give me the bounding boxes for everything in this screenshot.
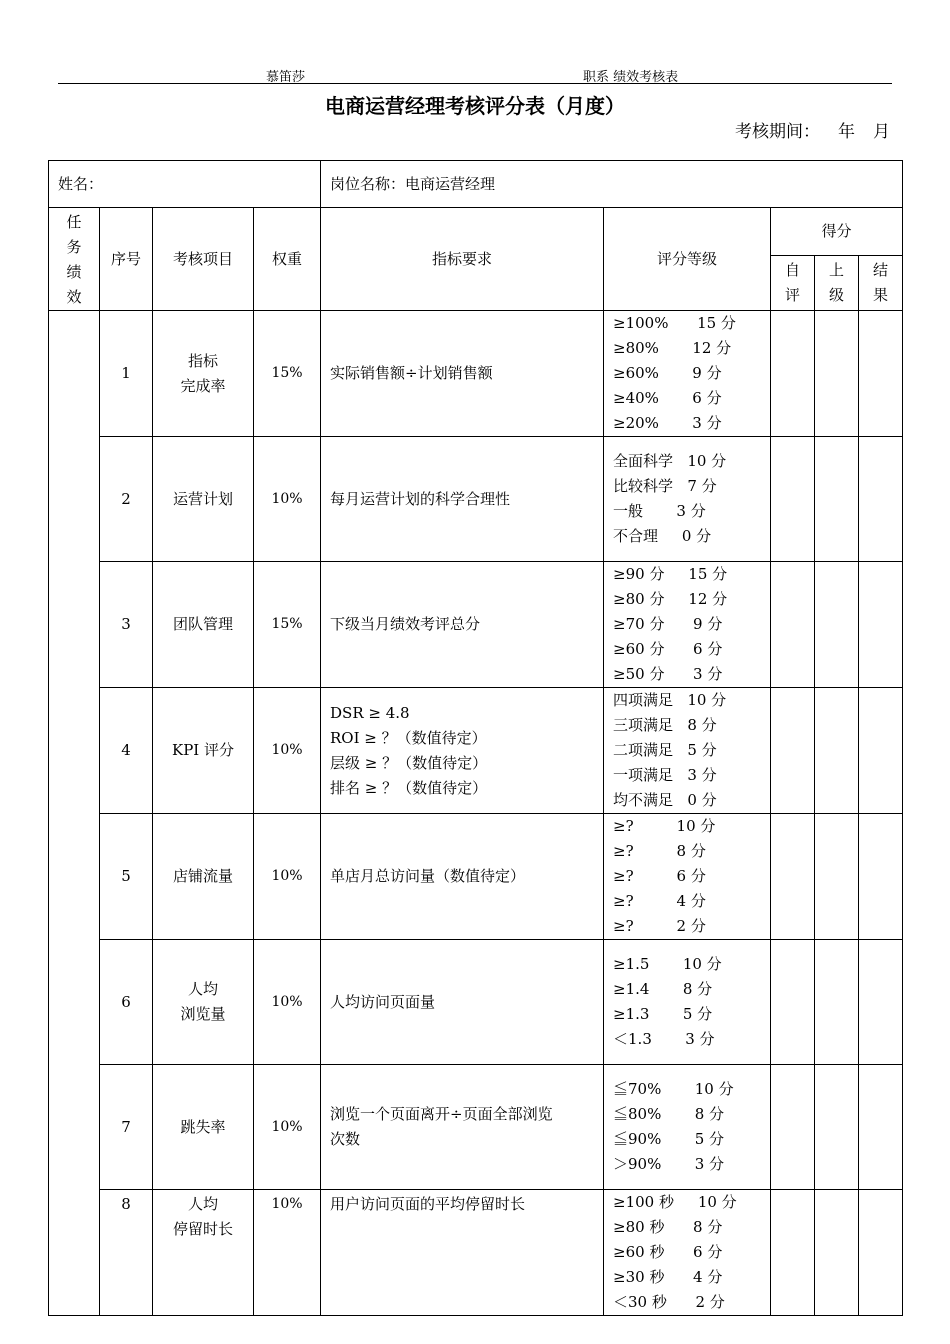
superior-score-cell[interactable] bbox=[815, 562, 859, 688]
row-item-line: 店铺流量 bbox=[172, 867, 233, 885]
grade-line: 比较科学 7 分 bbox=[613, 477, 717, 495]
grade-line: ≥100 秒 10 分 bbox=[613, 1193, 737, 1211]
row-seq: 1 bbox=[100, 311, 153, 437]
grade-line: ≥60 秒 6 分 bbox=[613, 1243, 723, 1261]
table-row bbox=[49, 1190, 903, 1316]
row-weight: 10% bbox=[254, 437, 321, 562]
row-requirement bbox=[321, 688, 604, 814]
section-char: 务 bbox=[66, 238, 82, 256]
row-requirement-line: 浏览一个页面离开÷页面全部浏览 bbox=[330, 1105, 553, 1123]
col-grade: 评分等级 bbox=[604, 208, 771, 311]
grade-line: 三项满足 8 分 bbox=[613, 716, 717, 734]
row-requirement-line: DSR ≥ 4.8 bbox=[330, 703, 410, 722]
assessment-period bbox=[735, 117, 890, 142]
row-weight: 10% bbox=[254, 940, 321, 1065]
result-score-cell[interactable] bbox=[859, 1190, 903, 1316]
row-requirement-line: 次数 bbox=[330, 1130, 361, 1148]
col-superior-score bbox=[815, 256, 859, 311]
grade-line: 四项满足 10 分 bbox=[613, 691, 727, 709]
assessment-table bbox=[48, 160, 903, 1316]
row-item-line: 人均 bbox=[187, 1195, 218, 1213]
row-weight: 15% bbox=[254, 311, 321, 437]
self-score-cell[interactable] bbox=[771, 1065, 815, 1190]
row-seq: 8 bbox=[100, 1190, 153, 1316]
result-score-cell[interactable] bbox=[859, 437, 903, 562]
superior-score-cell[interactable] bbox=[815, 688, 859, 814]
superior-score-cell[interactable] bbox=[815, 1065, 859, 1190]
grade-line: ≥60 分 6 分 bbox=[613, 640, 723, 658]
grade-line: ≥100% 15 分 bbox=[613, 314, 736, 332]
header-category: 职系 绩效考核表 bbox=[583, 70, 679, 85]
row-item bbox=[153, 562, 254, 688]
grade-line: ＞90% 3 分 bbox=[613, 1155, 725, 1173]
table-row bbox=[49, 688, 903, 814]
grade-line: ＜30 秒 2 分 bbox=[613, 1293, 725, 1311]
row-weight: 10% bbox=[254, 814, 321, 940]
grade-line: ≥90 分 15 分 bbox=[613, 565, 728, 583]
row-item-line: 完成率 bbox=[180, 376, 226, 395]
header-rule bbox=[58, 83, 892, 84]
col-score: 得分 bbox=[771, 208, 903, 256]
row-grades bbox=[604, 1190, 771, 1316]
row-grades bbox=[604, 437, 771, 562]
grade-line: ≥30 秒 4 分 bbox=[613, 1268, 723, 1286]
table-row bbox=[49, 562, 903, 688]
result-score-cell[interactable] bbox=[859, 814, 903, 940]
superior-score-label: 级 bbox=[829, 286, 845, 305]
grade-line: 均不满足 0 分 bbox=[613, 791, 717, 809]
row-seq: 4 bbox=[100, 688, 153, 814]
result-score-label: 结 bbox=[873, 261, 889, 280]
row-requirement bbox=[321, 437, 604, 562]
table-row bbox=[49, 1065, 903, 1190]
grade-line: ≥80% 12 分 bbox=[613, 339, 732, 357]
row-item-line: 跳失率 bbox=[180, 1117, 226, 1136]
table-row bbox=[49, 940, 903, 1065]
grade-line: ≥70 分 9 分 bbox=[613, 615, 723, 633]
name-field[interactable] bbox=[49, 161, 321, 208]
name-label: 姓名： bbox=[58, 174, 104, 193]
period-month: 月 bbox=[873, 122, 890, 142]
grade-line: 一项满足 3 分 bbox=[613, 766, 717, 784]
superior-score-cell[interactable] bbox=[815, 1190, 859, 1316]
table-row bbox=[49, 437, 903, 562]
superior-score-cell[interactable] bbox=[815, 814, 859, 940]
self-score-label: 自 bbox=[785, 261, 801, 280]
grade-line: 一般 3 分 bbox=[613, 502, 706, 520]
row-requirement bbox=[321, 940, 604, 1065]
row-requirement-line: 下级当月绩效考评总分 bbox=[330, 615, 481, 633]
result-score-cell[interactable] bbox=[859, 562, 903, 688]
row-item-line: 浏览量 bbox=[180, 1005, 226, 1023]
row-requirement bbox=[321, 562, 604, 688]
self-score-cell[interactable] bbox=[771, 562, 815, 688]
row-item-line: 人均 bbox=[187, 980, 218, 998]
row-item bbox=[153, 688, 254, 814]
grade-line: 不合理 0 分 bbox=[613, 527, 712, 545]
section-filler bbox=[49, 311, 100, 1316]
grade-line: ≥80 秒 8 分 bbox=[613, 1218, 723, 1236]
col-seq: 序号 bbox=[100, 208, 153, 311]
grade-line: 二项满足 5 分 bbox=[613, 741, 717, 759]
grade-line: ≥40% 6 分 bbox=[613, 389, 722, 407]
row-requirement-line: 排名 ≥ ？（数值待定） bbox=[330, 778, 488, 797]
grade-line: ≦80% 8 分 bbox=[613, 1105, 725, 1123]
grade-line: 全面科学 10 分 bbox=[613, 452, 727, 470]
row-item-line: 指标 bbox=[187, 351, 218, 370]
grade-line: ≥? 6 分 bbox=[613, 867, 706, 885]
result-score-cell[interactable] bbox=[859, 688, 903, 814]
result-score-cell[interactable] bbox=[859, 940, 903, 1065]
row-grades bbox=[604, 311, 771, 437]
row-requirement bbox=[321, 311, 604, 437]
superior-score-label: 上 bbox=[829, 261, 845, 280]
self-score-cell[interactable] bbox=[771, 940, 815, 1065]
self-score-label: 评 bbox=[785, 286, 801, 305]
row-grades bbox=[604, 688, 771, 814]
row-item bbox=[153, 1190, 254, 1316]
row-item bbox=[153, 437, 254, 562]
row-seq: 6 bbox=[100, 940, 153, 1065]
grade-line: ≥1.5 10 分 bbox=[613, 955, 722, 973]
col-self-score bbox=[771, 256, 815, 311]
row-requirement-line: 人均访问页面量 bbox=[330, 992, 436, 1011]
grade-line: ≥? 10 分 bbox=[613, 817, 716, 835]
grade-line: ≥? 4 分 bbox=[613, 892, 706, 910]
row-requirement bbox=[321, 814, 604, 940]
grade-line: ≥50 分 3 分 bbox=[613, 665, 723, 683]
self-score-cell[interactable] bbox=[771, 688, 815, 814]
row-requirement-line: ROI ≥ ？（数值待定） bbox=[330, 728, 487, 747]
table-row bbox=[49, 311, 903, 437]
grade-line: ≥80 分 12 分 bbox=[613, 590, 728, 608]
row-seq: 5 bbox=[100, 814, 153, 940]
row-item-line: 停留时长 bbox=[172, 1220, 233, 1238]
row-requirement bbox=[321, 1190, 604, 1316]
row-grades bbox=[604, 1065, 771, 1190]
row-weight: 10% bbox=[254, 1190, 321, 1316]
row-item-line: 运营计划 bbox=[172, 489, 233, 508]
row-seq: 2 bbox=[100, 437, 153, 562]
row-requirement-line: 用户访问页面的平均停留时长 bbox=[330, 1195, 526, 1213]
superior-score-cell[interactable] bbox=[815, 940, 859, 1065]
grade-line: ≥? 2 分 bbox=[613, 917, 706, 935]
row-grades bbox=[604, 940, 771, 1065]
table-row bbox=[49, 814, 903, 940]
col-requirement: 指标要求 bbox=[321, 208, 604, 311]
row-weight: 10% bbox=[254, 1065, 321, 1190]
info-row bbox=[49, 161, 903, 208]
row-seq: 3 bbox=[100, 562, 153, 688]
page-title: 电商运营经理考核评分表（月度） bbox=[325, 94, 625, 118]
row-item-line: KPI 评分 bbox=[172, 741, 234, 759]
period-year: 年 bbox=[838, 122, 855, 142]
section-char: 效 bbox=[66, 288, 82, 306]
header-row-1 bbox=[49, 208, 903, 256]
self-score-cell[interactable] bbox=[771, 311, 815, 437]
section-char: 任 bbox=[66, 213, 82, 231]
grade-line: ＜1.3 3 分 bbox=[613, 1030, 715, 1048]
row-item bbox=[153, 940, 254, 1065]
post-field bbox=[321, 161, 903, 208]
superior-score-cell[interactable] bbox=[815, 311, 859, 437]
grade-line: ≥20% 3 分 bbox=[613, 414, 722, 432]
self-score-cell[interactable] bbox=[771, 1190, 815, 1316]
row-grades bbox=[604, 562, 771, 688]
grade-line: ≥60% 9 分 bbox=[613, 364, 722, 382]
grade-line: ≥1.4 8 分 bbox=[613, 980, 713, 998]
row-weight: 10% bbox=[254, 688, 321, 814]
grade-line: ≦90% 5 分 bbox=[613, 1130, 725, 1148]
col-weight: 权重 bbox=[254, 208, 321, 311]
row-requirement-line: 每月运营计划的科学合理性 bbox=[330, 489, 511, 508]
section-label bbox=[49, 208, 100, 311]
header-company: 慕笛莎 bbox=[266, 70, 306, 85]
grade-line: ≥1.3 5 分 bbox=[613, 1005, 713, 1023]
result-score-cell[interactable] bbox=[859, 1065, 903, 1190]
col-item: 考核项目 bbox=[153, 208, 254, 311]
row-requirement bbox=[321, 1065, 604, 1190]
section-char: 绩 bbox=[66, 263, 82, 281]
superior-score-cell[interactable] bbox=[815, 437, 859, 562]
row-weight: 15% bbox=[254, 562, 321, 688]
row-requirement-line: 层级 ≥ ？（数值待定） bbox=[330, 753, 488, 772]
result-score-label: 果 bbox=[873, 286, 889, 305]
self-score-cell[interactable] bbox=[771, 814, 815, 940]
row-item-line: 团队管理 bbox=[172, 615, 233, 633]
row-item bbox=[153, 1065, 254, 1190]
col-result-score bbox=[859, 256, 903, 311]
self-score-cell[interactable] bbox=[771, 437, 815, 562]
row-item bbox=[153, 814, 254, 940]
row-item bbox=[153, 311, 254, 437]
result-score-cell[interactable] bbox=[859, 311, 903, 437]
row-requirement-line: 单店月总访问量（数值待定） bbox=[330, 867, 526, 885]
period-label: 考核期间： bbox=[735, 122, 820, 142]
grade-line: ≦70% 10 分 bbox=[613, 1080, 734, 1098]
post-label: 岗位名称：电商运营经理 bbox=[330, 174, 496, 193]
row-requirement-line: 实际销售额÷计划销售额 bbox=[330, 364, 493, 382]
row-seq: 7 bbox=[100, 1065, 153, 1190]
grade-line: ≥? 8 分 bbox=[613, 842, 706, 860]
row-grades bbox=[604, 814, 771, 940]
